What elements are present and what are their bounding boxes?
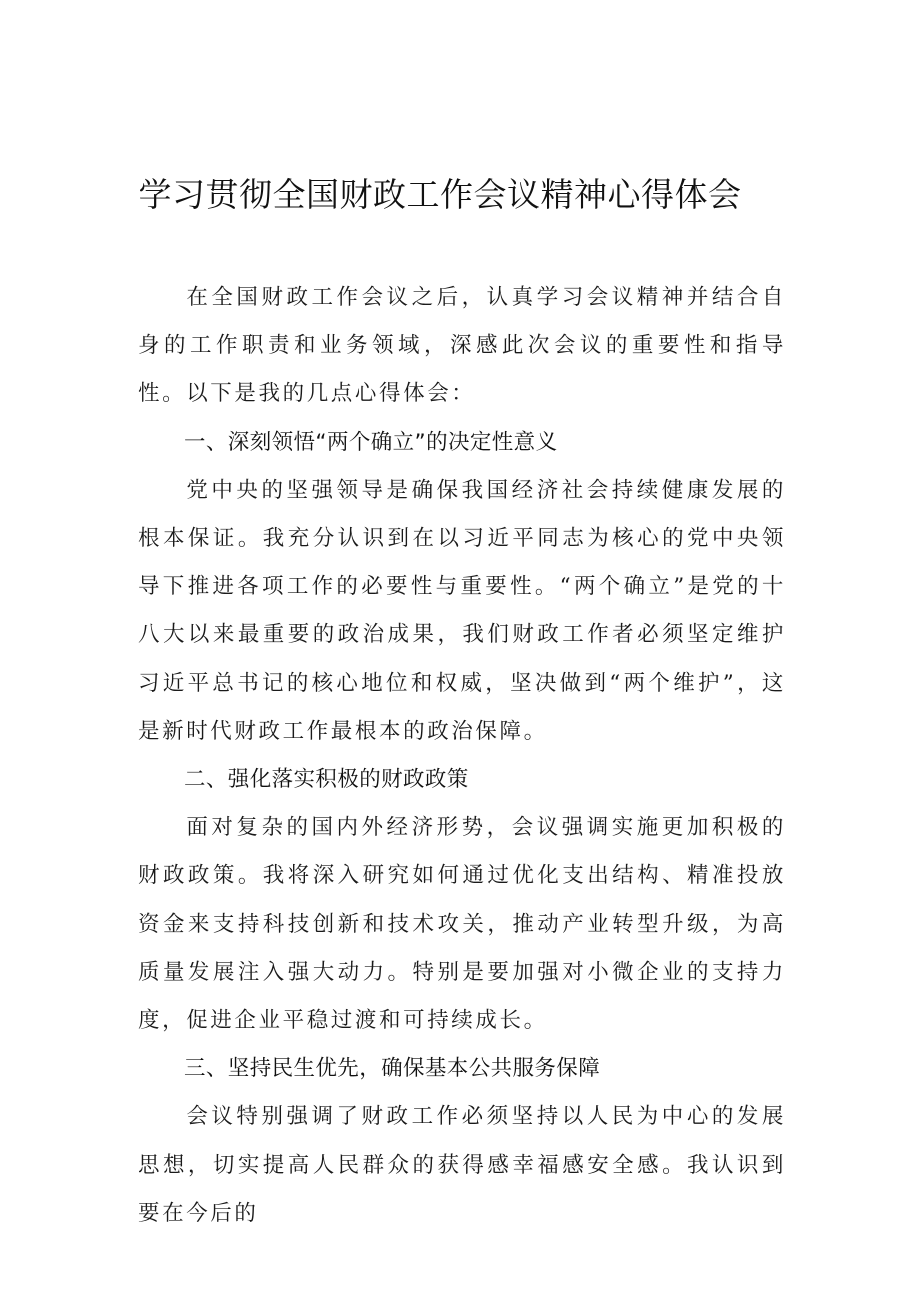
section-paragraph-2: 面对复杂的国内外经济形势，会议强调实施更加积极的财政政策。我将深入研究如何通过优化支出结构、精准投放资金来支持科技创新和技术攻关，推动产业转型升级，为高质量发展注入强大动力。特别是要加强对小微企业的支持力度，促进企业平稳过渡和可持续成长。 bbox=[138, 815, 786, 1034]
intro-paragraph: 在全国财政工作会议之后，认真学习会议精神并结合自身的工作职责和业务领域，深感此次会议的重要性和指导性。以下是我的几点心得体会： bbox=[138, 285, 786, 407]
section-heading-1: 一、深刻领悟“两个确立”的决定性意义 bbox=[184, 429, 558, 455]
section-heading-3: 三、坚持民生优先，确保基本公共服务保障 bbox=[184, 1056, 601, 1082]
section-paragraph-1: 党中央的坚强领导是确保我国经济社会持续健康发展的根本保证。我充分认识到在以习近平同志为核心的党中央领导下推进各项工作的必要性与重要性。“两个确立”是党的十八大以来最重要的政治成果，我们财政工作者必须坚定维护习近平总书记的核心地位和权威，坚决做到“两个维护”，这是新时代财政工作最根本的政治保障。 bbox=[138, 477, 786, 744]
document-body bbox=[138, 274, 786, 1238]
section-paragraph-3: 会议特别强调了财政工作必须坚持以人民为中心的发展思想，切实提高人民群众的获得感幸福感安全感。我认识到要在今后的 bbox=[138, 1104, 786, 1226]
section-heading-2: 二、强化落实积极的财政政策 bbox=[184, 767, 469, 793]
document-title: 学习贯彻全国财政工作会议精神心得体会 bbox=[138, 175, 742, 214]
